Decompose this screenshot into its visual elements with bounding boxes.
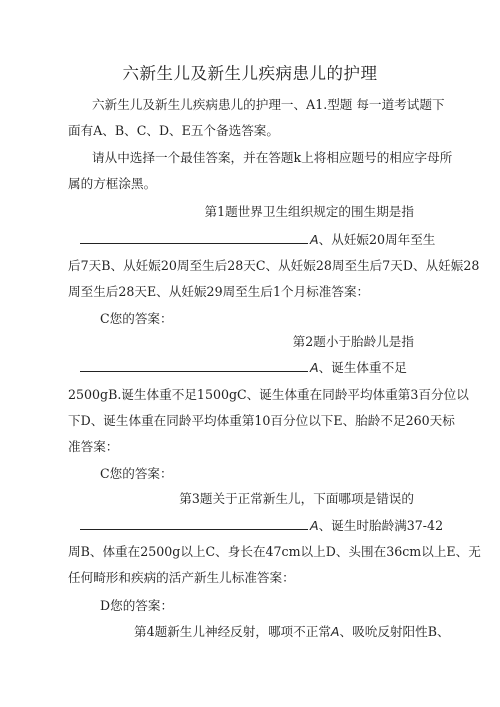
option-text: 、诞生体重不足 — [318, 360, 407, 375]
answer-label: C您的答案： — [100, 311, 173, 326]
document-title: 六新生儿及新生儿疾病患儿的护理 — [122, 64, 378, 83]
answer-blank — [80, 529, 308, 530]
option-text: 、从妊娠20周年至生 — [318, 232, 436, 247]
intro-line: 请从中选择一个最佳答案，并在答题k上将相应题号的相应字母所 — [92, 150, 453, 165]
answer-blank — [80, 371, 308, 372]
question-blank-line — [80, 232, 435, 248]
option-letter: A — [310, 360, 319, 375]
question-stem: 第4题新生儿神经反射，哪项不正常 — [134, 624, 331, 639]
question-line: 准答案： — [68, 439, 119, 454]
option-letter: A — [310, 518, 319, 533]
question-stem: 第2题小于胎龄儿是指 — [292, 334, 414, 349]
answer-label: D您的答案： — [100, 598, 174, 613]
question-line: 周至生后28天E、从妊娠29周至生后1个月标准答案： — [68, 284, 370, 299]
question-stem: 第1题世界卫生组织规定的围生期是指 — [204, 204, 414, 219]
question-stem-line — [134, 624, 450, 640]
question-blank-line — [80, 360, 407, 376]
question-line: 周B、体重在2500g以上C、身长在47cm以上D、头围在36cm以上E、无 — [68, 544, 481, 559]
option-letter: A — [310, 232, 319, 247]
option-text: 、诞生时胎龄满37-42 — [318, 518, 444, 533]
option-text: 、吸吮反射阳性B、 — [339, 624, 450, 639]
question-blank-line — [80, 518, 443, 534]
intro-line: 面有A、B、C、D、E五个备选答案。 — [68, 123, 279, 138]
question-line: 任何畸形和疾病的活产新生儿标准答案： — [68, 570, 295, 585]
answer-label: C您的答案： — [100, 466, 173, 481]
intro-line: 属的方框涂黑。 — [68, 176, 157, 191]
question-stem: 第3题关于正常新生儿，下面哪项是错误的 — [179, 491, 414, 506]
intro-line: 六新生儿及新生儿疾病患儿的护理一、A1.型题 每一道考试题下 — [92, 97, 445, 112]
option-letter: A — [330, 624, 340, 639]
answer-blank — [80, 243, 308, 244]
question-line: 2500gB.诞生体重不足1500gC、诞生体重在同龄平均体重第3百分位以 — [68, 387, 469, 402]
question-line: 后7天B、从妊娠20周至生后28天C、从妊娠28周至生后7天D、从妊娠28 — [68, 258, 480, 273]
question-line: 下D、诞生体重在同龄平均体重第10百分位以下E、胎龄不足260天标 — [68, 413, 455, 428]
